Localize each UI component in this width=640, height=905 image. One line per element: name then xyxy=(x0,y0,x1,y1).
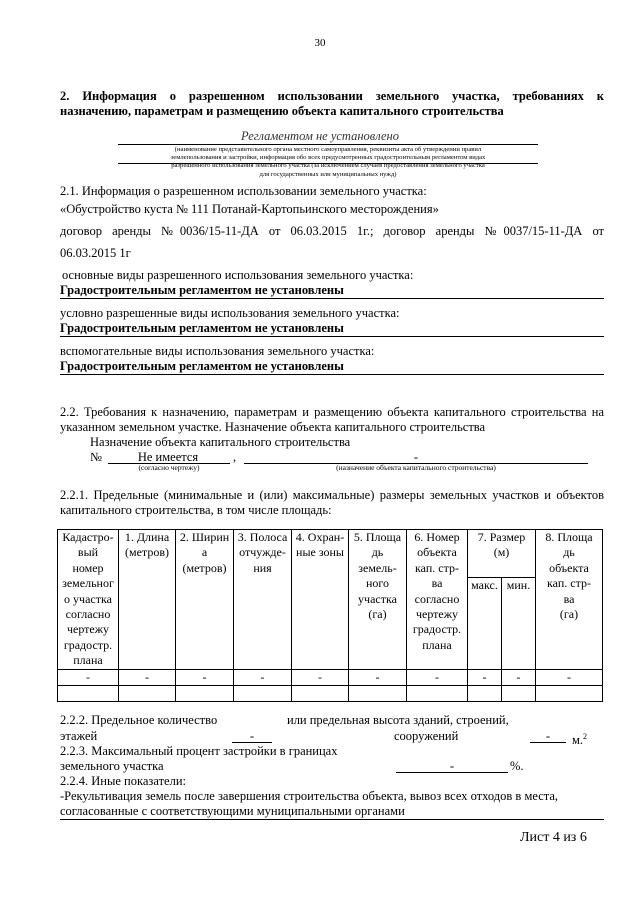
header-line: ные зоны xyxy=(296,545,344,560)
header-line: чертежу xyxy=(66,622,110,637)
header-line: земельног xyxy=(62,576,114,591)
table-cell: - xyxy=(234,669,292,685)
header-line: 5. Площа xyxy=(353,530,402,544)
table-cell: - xyxy=(119,669,176,685)
header-length xyxy=(119,530,176,670)
section-2-1-title: 2.1. Информация о разрешенном использовании земельного участка: xyxy=(60,184,427,198)
contracts-date: 06.03.2015 1г xyxy=(60,246,131,260)
header-object-number xyxy=(407,530,468,670)
structures-label: сооружений xyxy=(394,729,459,743)
number-caption: (согласно чертежу) xyxy=(138,463,200,472)
header-line: ва xyxy=(563,591,575,606)
number-sign: № xyxy=(90,450,102,464)
header-line: Кадастро- xyxy=(62,530,114,544)
header-line: вый xyxy=(77,545,99,560)
header-line: 3. Полоса xyxy=(237,530,288,544)
section-2-2-4-rule xyxy=(60,819,604,820)
header-size-max: макс. xyxy=(468,577,502,669)
table-cell: - xyxy=(292,669,349,685)
conditional-uses-rule xyxy=(60,336,604,337)
purpose-label: Назначение объекта капитального строительства xyxy=(90,435,351,449)
header-line: земель- xyxy=(358,560,397,575)
table-cell: - xyxy=(349,669,407,685)
table-cell: - xyxy=(536,669,603,685)
header-line: согласно xyxy=(65,607,111,622)
aux-uses-rule xyxy=(60,374,604,375)
section-2-2-3-line1: 2.2.3. Максимальный процент застройки в границах xyxy=(60,744,338,758)
floors-value: - xyxy=(249,729,255,743)
header-exclusion-strip xyxy=(234,530,292,670)
floors-label: этажей xyxy=(60,729,98,743)
table-cell-empty xyxy=(119,686,176,702)
regulation-note-line: (наименование представительного органа местного самоуправления, реквизиты акта об утверждении правил xyxy=(174,146,482,153)
height-value: - xyxy=(545,729,551,743)
regulation-underline xyxy=(118,144,538,145)
section-2-2-4-line2: согласованные с соответствующими муниципальными органами xyxy=(60,804,405,818)
table-cell: - xyxy=(407,669,468,685)
section-2-2-3-line2: земельного участка xyxy=(60,759,164,773)
regulation-note-rule xyxy=(118,163,538,164)
header-line: объекта xyxy=(549,560,589,575)
header-line: (метров) xyxy=(182,560,227,575)
header-size xyxy=(468,530,536,578)
floors-underline xyxy=(232,742,272,743)
header-line: 2. Ширин xyxy=(179,530,230,544)
table-cell-empty xyxy=(468,686,502,702)
height-unit-text: м. xyxy=(572,733,584,748)
coverage-underline xyxy=(396,772,508,773)
table-cell-empty xyxy=(176,686,234,702)
table-cell: - xyxy=(176,669,234,685)
object-number-value: Не имеется xyxy=(137,450,199,464)
aux-uses-value: Градостроительным регламентом не установлены xyxy=(60,359,344,373)
coverage-unit: %. xyxy=(510,759,524,773)
header-line: номер xyxy=(72,560,104,575)
section-2-2-2-label-b: или предельная высота зданий, строений, xyxy=(287,713,509,727)
header-line: ния xyxy=(253,560,272,575)
table-cell-empty xyxy=(502,686,536,702)
section-2-heading-line1: 2. Информация о разрешенном использовании земельного участка, требованиях к xyxy=(60,89,604,103)
header-line: дь xyxy=(371,545,384,560)
purpose-caption: (назначение объекта капитального строительства) xyxy=(336,463,496,472)
height-underline xyxy=(530,742,566,743)
regulation-value: Регламентом не установлено xyxy=(241,129,399,143)
header-line: градостр. xyxy=(412,622,462,637)
header-plot-area xyxy=(349,530,407,670)
header-width xyxy=(176,530,234,670)
table-cell-empty xyxy=(292,686,349,702)
section-2-2-1-line2: капитального строительства, в том числе площадь: xyxy=(60,503,332,517)
header-line: а xyxy=(201,545,208,560)
header-line: (га) xyxy=(368,607,387,622)
section-2-heading-line2: назначению, параметрам и размещению объекта капитального строительства xyxy=(60,104,504,118)
parameters-table xyxy=(57,529,603,702)
header-line: дь xyxy=(563,545,575,560)
object-purpose-value: - xyxy=(413,450,419,464)
table-cell-empty xyxy=(407,686,468,702)
header-line: градостр. xyxy=(63,637,113,652)
table-cell: - xyxy=(58,669,119,685)
contracts-line: договор аренды №0036/15-11-ДА от 06.03.2015 1г.; договор аренды №0037/15-11-ДА от xyxy=(60,224,604,238)
section-2-2-4-line1: -Рекультивация земель после завершения строительства объекта, вывоз всех отходов в места, xyxy=(60,789,559,803)
header-line: отчужде- xyxy=(239,545,286,560)
header-line: согласно xyxy=(414,591,460,606)
header-size-min: мин. xyxy=(502,577,536,669)
regulation-note-line: для государственных или муниципальных нужд) xyxy=(259,170,397,178)
comma: , xyxy=(233,450,237,464)
table-cell: - xyxy=(502,669,536,685)
table-cell-empty xyxy=(234,686,292,702)
header-line: о участка xyxy=(64,591,112,606)
section-2-2-line1: 2.2. Требования к назначению, параметрам и размещению объекта капитального строительства на xyxy=(60,405,604,419)
header-line: ного xyxy=(365,576,390,591)
section-2-2-4-title: 2.2.4. Иные показатели: xyxy=(60,774,186,788)
conditional-uses-value: Градостроительным регламентом не установлены xyxy=(60,321,344,335)
object-name: «Обустройство куста № 111 Потанай-Картопьинского месторождения» xyxy=(60,202,439,216)
header-line: кап. стр- xyxy=(547,576,591,591)
table-cell-empty xyxy=(349,686,407,702)
main-uses-label: основные виды разрешенного использования земельного участка: xyxy=(62,268,414,282)
header-line: (м) xyxy=(493,545,510,560)
page-number: 30 xyxy=(314,37,326,49)
header-line: плана xyxy=(422,637,452,652)
header-line: 7. Размер xyxy=(477,530,526,544)
height-unit-sup: 2 xyxy=(583,732,588,741)
conditional-uses-label: условно разрешенные виды использования земельного участка: xyxy=(60,306,400,320)
header-line: (метров) xyxy=(125,545,169,560)
header-line: 6. Номер xyxy=(414,530,460,544)
header-object-area xyxy=(536,530,603,670)
header-cadastral-number xyxy=(58,530,119,670)
header-line: чертежу xyxy=(415,607,459,622)
header-protection-zones xyxy=(292,530,349,670)
table-cell-empty xyxy=(58,686,119,702)
header-line: 8. Площа xyxy=(545,530,593,544)
table-cell: - xyxy=(468,669,502,685)
height-unit xyxy=(572,729,587,748)
header-line: плана xyxy=(73,653,103,668)
section-2-2-1-line1: 2.2.1. Предельные (минимальные и (или) максимальные) размеры земельных участков и объектов xyxy=(60,488,604,502)
coverage-value: - xyxy=(449,759,455,773)
header-line: кап. стр- xyxy=(415,560,459,575)
header-line: участка xyxy=(358,591,397,606)
section-2-2-line2: указанном земельном участке. Назначение объекта капитального строительства xyxy=(60,420,486,434)
header-line: ва xyxy=(431,576,443,591)
header-line: 1. Длина xyxy=(124,530,170,544)
header-line: 4. Охран- xyxy=(295,530,345,544)
sheet-number: Лист 4 из 6 xyxy=(520,830,587,845)
aux-uses-label: вспомогательные виды использования земельного участка: xyxy=(60,344,375,358)
regulation-note-line: разрешенного использования земельного участка (за исключением случаев предоставления земельного участка xyxy=(171,162,485,170)
header-line: (га) xyxy=(559,607,579,622)
main-uses-value: Градостроительным регламентом не установлены xyxy=(60,283,344,297)
table-cell-empty xyxy=(536,686,603,702)
main-uses-rule xyxy=(60,298,604,299)
section-2-2-2-label-a: 2.2.2. Предельное количество xyxy=(60,713,218,727)
regulation-note-line: землепользования и застройки, информация обо всех предусмотренных градостроительным регламентом видах xyxy=(170,154,486,162)
header-line: объекта xyxy=(417,545,457,560)
